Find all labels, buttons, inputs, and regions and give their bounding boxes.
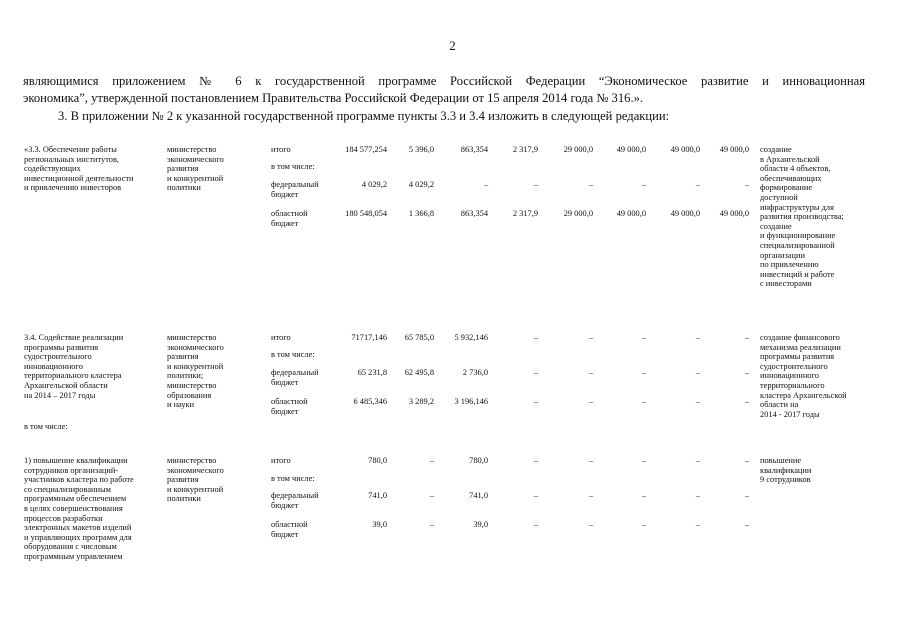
item-3-4-federal-col-4: – [533,368,538,377]
item-3-4-oblast-col-3: 3 196,146 [454,397,488,406]
item-3-4-1-itogo-col-5: – [588,456,593,465]
paragraph-line-1: являющимися приложением № 6 к государственной программе Российской Федерации “Экономическое развитие и инновационная [23,74,865,88]
item-3-3-federal-col-2: 4 029,2 [408,180,434,189]
item-3-4-itogo-col-2: 65 785,0 [404,333,434,342]
item-3-3-label-oblast: областной бюджет [271,209,308,228]
item-3-4-1-name: 1) повышение квалификации сотрудников организаций- участников кластера по работе со специализированным программным обеспечением в целях совершенствования процессов разработки электронных макетов изделий и управляющих программ для оборудования с числовым программным управлением [24,456,134,561]
item-3-4-oblast-col-4: – [533,397,538,406]
item-3-4-result: создание финансового механизма реализации программы развития судостроительного инновационного территориального кластера Архангельской области на 2014 - 2017 годы [760,333,847,419]
item-3-4-name: 3.4. Содействие реализации программы развития судостроительного инновационного территориального кластера Архангельской области на 2014 – 2017 годы [24,333,124,400]
item-3-4-federal-col-5: – [588,368,593,377]
item-3-3-oblast-col-4: 2 317,9 [512,209,538,218]
item-3-4-1-federal-col-1: 741,0 [368,491,387,500]
item-3-3-federal-col-1: 4 029,2 [361,180,387,189]
item-3-3-oblast-col-3: 863,354 [460,209,488,218]
item-3-3-label-federal: федеральный бюджет [271,180,319,199]
item-3-4-1-oblast-col-2: – [429,520,434,529]
item-3-4-1-federal-col-8: – [744,491,749,500]
item-3-3-federal-col-8: – [744,180,749,189]
item-3-4-1-oblast-col-4: – [533,520,538,529]
item-3-4-1-itogo-col-3: 780,0 [469,456,488,465]
item-3-3-itogo-col-7: 49 000,0 [670,145,700,154]
item-3-4-oblast-col-8: – [744,397,749,406]
item-3-4-federal-col-1: 65 231,8 [357,368,387,377]
item-3-4-1-federal-col-4: – [533,491,538,500]
item-3-3-federal-col-4: – [533,180,538,189]
item-3-3-oblast-col-1: 180 548,054 [345,209,387,218]
item-3-3-federal-col-5: – [588,180,593,189]
item-3-4-itogo-col-3: 5 932,146 [454,333,488,342]
item-3-3-itogo-col-4: 2 317,9 [512,145,538,154]
item-3-4-1-itogo-col-8: – [744,456,749,465]
item-3-4-1-federal-col-2: – [429,491,434,500]
item-3-4-itogo-col-1: 71717,146 [351,333,387,342]
item-3-4-1-itogo-col-6: – [641,456,646,465]
item-3-3-oblast-col-7: 49 000,0 [670,209,700,218]
item-3-4-oblast-col-2: 3 289,2 [408,397,434,406]
item-3-4-1-label-federal: федеральный бюджет [271,491,319,510]
item-3-3-label-v-tom-chisle: в том числе: [271,162,315,171]
item-3-4-oblast-col-5: – [588,397,593,406]
item-3-3-itogo-col-6: 49 000,0 [616,145,646,154]
item-3-3-itogo-col-8: 49 000,0 [719,145,749,154]
item-3-4-label-itogo: итого [271,333,291,342]
paragraph-line-2: экономика”, утвержденной постановлением Правительства Российской Федерации от 15 апреля 2014 года № 316.». [23,91,644,105]
item-3-3-itogo-col-1: 184 577,254 [345,145,387,154]
item-3-4-1-oblast-col-7: – [695,520,700,529]
page-number: 2 [449,38,456,53]
item-3-4-1-oblast-col-6: – [641,520,646,529]
item-3-3-federal-col-7: – [695,180,700,189]
item-3-3-federal-col-6: – [641,180,646,189]
item-3-3-oblast-col-5: 29 000,0 [563,209,593,218]
item-3-4-oblast-col-6: – [641,397,646,406]
item-3-3-itogo-col-2: 5 396,0 [408,145,434,154]
item-3-3-federal-col-3: – [483,180,488,189]
item-3-4-1-itogo-col-1: 780,0 [368,456,387,465]
item-3-4-label-oblast: областной бюджет [271,397,308,416]
item-3-3-oblast-col-6: 49 000,0 [616,209,646,218]
item-3-3-label-itogo: итого [271,145,291,154]
paragraph-line-3: 3. В приложении № 2 к указанной государственной программе пункты 3.3 и 3.4 изложить в следующей редакции: [58,109,670,123]
item-3-4-oblast-col-7: – [695,397,700,406]
item-3-4-label-federal: федеральный бюджет [271,368,319,387]
item-3-3-result: создание в Архангельской области 4 объектов, обеспечивающих формирование доступной инфраструктуры для развития производства; создание и функционирование специализированной организации по привлечению инвестиций и работе с инвесторами [760,145,844,289]
item-3-3-itogo-col-3: 863,354 [460,145,488,154]
item-3-4-1-label-v-tom-chisle: в том числе: [271,474,315,483]
item-3-4-federal-col-6: – [641,368,646,377]
item-3-4-1-federal-col-6: – [641,491,646,500]
item-3-4-1-federal-col-3: 741,0 [469,491,488,500]
item-3-4-federal-col-3: 2 736,0 [462,368,488,377]
item-3-4-1-oblast-col-5: – [588,520,593,529]
item-3-3-name: «3.3. Обеспечение работы региональных институтов, содействующих инвестиционной деятельности и привлечению инвесторов [24,145,134,193]
item-3-4-itogo-col-8: – [744,333,749,342]
item-3-4-itogo-col-7: – [695,333,700,342]
item-3-4-1-itogo-col-2: – [429,456,434,465]
item-3-4-oblast-col-1: 6 485,346 [353,397,387,406]
item-3-4-1-federal-col-5: – [588,491,593,500]
item-3-4-executor: министерство экономического развития и конкурентной политики; министерство образования и науки [167,333,224,410]
item-3-4-1-label-itogo: итого [271,456,291,465]
item-3-4-federal-col-2: 62 495,8 [404,368,434,377]
item-3-4-1-result: повышение квалификации 9 сотрудников [760,456,812,485]
item-3-4-federal-col-7: – [695,368,700,377]
item-3-4-1-executor: министерство экономического развития и конкурентной политики [167,456,224,504]
item-3-3-oblast-col-2: 1 366,8 [408,209,434,218]
item-3-4-1-federal-col-7: – [695,491,700,500]
item-3-4-1-label-oblast: областной бюджет [271,520,308,539]
item-3-4-federal-col-8: – [744,368,749,377]
item-3-4-itogo-col-5: – [588,333,593,342]
item-3-4-itogo-col-6: – [641,333,646,342]
item-3-3-executor: министерство экономического развития и конкурентной политики [167,145,224,193]
item-3-4-1-itogo-col-7: – [695,456,700,465]
item-3-4-sub-note: в том числе: [24,422,68,431]
item-3-4-label-v-tom-chisle: в том числе: [271,350,315,359]
item-3-4-1-oblast-col-1: 39,0 [372,520,387,529]
item-3-3-oblast-col-8: 49 000,0 [719,209,749,218]
item-3-3-itogo-col-5: 29 000,0 [563,145,593,154]
item-3-4-1-itogo-col-4: – [533,456,538,465]
item-3-4-1-oblast-col-3: 39,0 [473,520,488,529]
item-3-4-1-oblast-col-8: – [744,520,749,529]
item-3-4-itogo-col-4: – [533,333,538,342]
